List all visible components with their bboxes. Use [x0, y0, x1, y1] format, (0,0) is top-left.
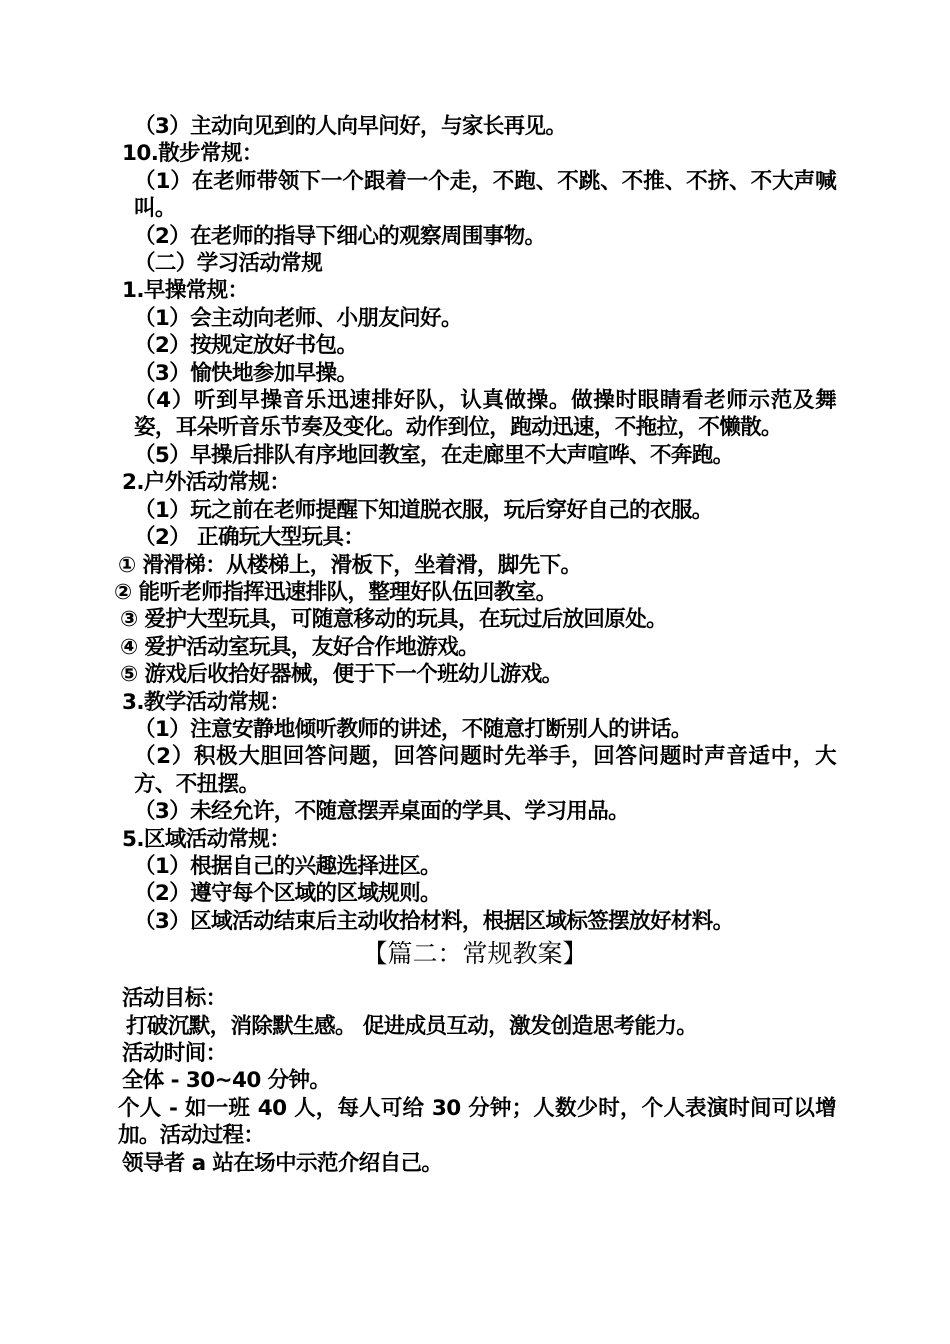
section-title: 5.区域活动常规：: [122, 826, 291, 852]
text-line: （2）遵守每个区域的区域规则。: [134, 881, 441, 907]
list-item: ③ 爱护大型玩具，可随意移动的玩具，在玩过后放回原处。: [120, 607, 667, 633]
text-paragraph: （4）听到早操音乐迅速排好队，认真做操。做操时眼睛看老师示范及舞姿，耳朵听音乐节奏及变化。动作到位，跑动迅速，不拖拉，不懒散。: [134, 388, 836, 441]
section-title: 活动目标：: [122, 986, 227, 1012]
text-line: （3）主动向见到的人向早问好，与家长再见。: [134, 114, 567, 139]
text-line: （1）根据自己的兴趣选择进区。: [134, 853, 441, 879]
text-line: （5）早操后排队有序地回教室，在走廊里不大声喧哗、不奔跑。: [134, 442, 734, 468]
text-paragraph: 个人 - 如一班 40 人，每人可给 30 分钟；人数少时，个人表演时间可以增加。活动过程：: [118, 1095, 836, 1149]
text-line: 打破沉默，消除默生感。 促进成员互动，激发创造思考能力。: [126, 1013, 698, 1039]
list-item: ② 能听老师指挥迅速排队，整理好队伍回教室。: [114, 579, 557, 605]
text-paragraph: （2）积极大胆回答问题，回答问题时先举手，回答问题时声音适中，大方、不扭摆。: [134, 744, 836, 797]
section-title: 1.早操常规：: [122, 278, 249, 304]
text-line: （2）在老师的指导下细心的观察周围事物。: [134, 223, 546, 249]
text-line: （3）未经允许，不随意摆弄桌面的学具、学习用品。: [134, 799, 630, 825]
section-title: 10.散步常规：: [122, 141, 263, 167]
text-line: （2） 正确玩大型玩具：: [134, 525, 365, 551]
document-page: [114, 113, 836, 1177]
text-line: （3）区域活动结束后主动收拾材料，根据区域标签摆放好材料。: [134, 908, 734, 934]
text-line: （3）愉快地参加早操。: [134, 360, 358, 386]
text-line: 全体 - 30~40 分钟。: [122, 1068, 331, 1094]
subsection-title: （二）学习活动常规: [134, 251, 323, 277]
text-paragraph: （1）在老师带领下一个跟着一个走，不跑、不跳、不推、不挤、不大声喊叫。: [134, 168, 836, 222]
text-line: （1）玩之前在老师提醒下知道脱衣服，玩后穿好自己的衣服。: [134, 497, 713, 523]
list-item: ⑤ 游戏后收拾好器械，便于下一个班幼儿游戏。: [120, 662, 563, 688]
section-title: 2.户外活动常规：: [122, 470, 291, 496]
text-line: （1）注意安静地倾听教师的讲述，不随意打断别人的讲话。: [134, 716, 692, 742]
section-title: 3.教学活动常规：: [122, 689, 291, 715]
chapter-heading: 【篇二：常规教案】: [362, 939, 588, 969]
list-item: ① 滑滑梯：从楼梯上，滑板下，坐着滑，脚先下。: [118, 552, 582, 578]
text-line: （2）按规定放好书包。: [134, 333, 358, 359]
text-line: 领导者 a 站在场中示范介绍自己。: [122, 1150, 443, 1176]
list-item: ④ 爱护活动室玩具，友好合作地游戏。: [120, 634, 479, 660]
text-line: （1）会主动向老师、小朋友问好。: [134, 305, 462, 331]
section-title: 活动时间：: [122, 1041, 227, 1066]
